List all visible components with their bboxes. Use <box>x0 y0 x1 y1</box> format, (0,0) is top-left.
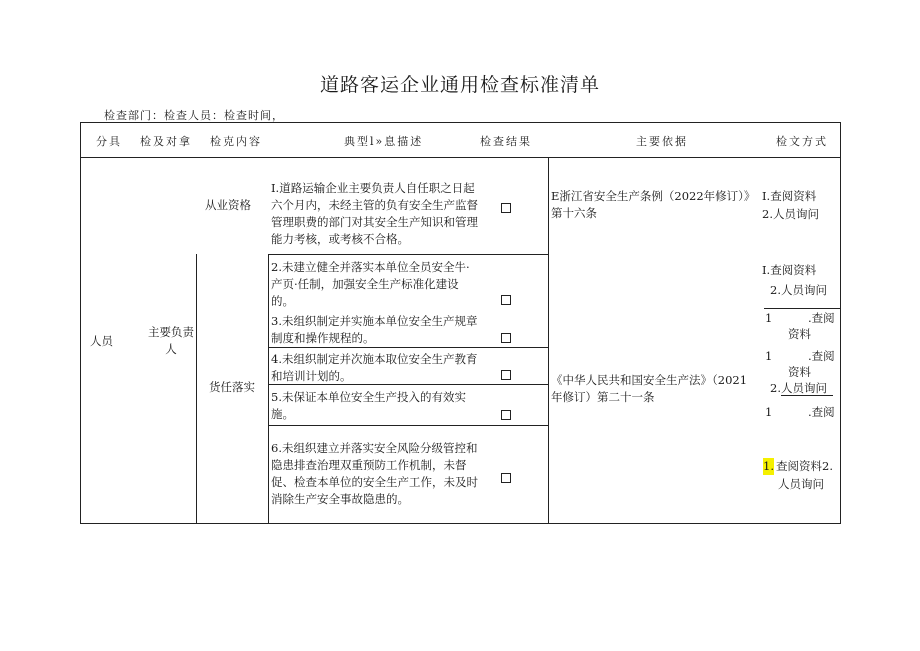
method-4-c: 2.人员询问 <box>770 381 827 395</box>
method-1-b: 2.人员询问 <box>762 207 819 221</box>
row-divider <box>268 254 548 255</box>
result-checkbox-4[interactable] <box>501 370 511 380</box>
method-4-a: .查阅 <box>808 349 835 363</box>
inspection-meta: 检查部门：检查人员：检查时间， <box>104 109 284 122</box>
header-method: 检文方式 <box>776 135 828 148</box>
description-4: 4.未组织制定并次施本取位安全生产教育和培训计划的。 <box>271 352 478 383</box>
method-4-b: 资料 <box>788 365 811 377</box>
method-3-b: 资料 <box>788 327 811 341</box>
result-checkbox-1[interactable] <box>501 203 511 213</box>
col-divider <box>196 254 197 524</box>
method-2-b: 2.人员询问 <box>770 283 827 297</box>
header-basis: 主要依据 <box>636 135 688 148</box>
basis-2: 《中华人民共和国安全生产法》（2021年修订）第二十一条 <box>551 373 748 404</box>
content-qualification: 从业资格 <box>205 198 251 212</box>
description-5: 5.未保证本单位安全生产投入的有效实施。 <box>271 390 466 421</box>
result-checkbox-2[interactable] <box>501 295 511 305</box>
method-6-a: 查阅资料2. <box>776 459 833 473</box>
method-5-b <box>788 420 814 426</box>
header-category: 分具 <box>96 135 122 148</box>
category-cell: 人员 <box>90 334 113 348</box>
method-divider <box>764 308 841 309</box>
result-checkbox-3[interactable] <box>501 333 511 343</box>
method-4-underline <box>781 395 833 396</box>
method-5-num: 1 <box>765 405 773 419</box>
description-3: 3.未组织制定并实施本单位安全生产规章制度和操作规程的。 <box>271 314 478 345</box>
col-divider <box>548 157 549 524</box>
row-divider <box>268 425 548 426</box>
description-6: 6.未组织建立并落实安全风险分级管控和隐患排查治理双重预防工作机制，未督促、检查本单位的安全生产工作，未及时消除生产安全事故隐患的。 <box>271 441 478 506</box>
header-description: 典型l»息描述 <box>344 135 424 148</box>
description-1: I.道路运输企业主要负责人自任职之日起六个月内，未经主管的负有安全生产监督管理职费的部门对其安全生产知识和管理能力考核，或考核不合格。 <box>271 181 478 246</box>
method-4-num: 1 <box>765 349 773 363</box>
header-result: 检查结果 <box>480 135 532 148</box>
content-duty: 货任落实 <box>209 380 255 394</box>
header-content: 检克内容 <box>210 135 262 148</box>
basis-1: E浙江省安全生产条例（2022年修订）》第十六条 <box>551 189 756 220</box>
result-checkbox-5[interactable] <box>501 410 511 420</box>
method-5-a: .查阅 <box>808 405 835 419</box>
method-6-b: 人员询问 <box>778 477 824 491</box>
row-divider <box>268 347 548 348</box>
method-1-a: I.查阅资料 <box>762 189 817 203</box>
col-divider <box>268 254 269 524</box>
method-2-a: I.查阅资料 <box>762 263 817 277</box>
header-divider <box>80 157 841 158</box>
header-object: 检及对拿 <box>140 135 192 148</box>
method-3-a: .查阅 <box>808 311 835 325</box>
page-title: 道路客运企业通用检查标准清单 <box>319 74 600 96</box>
object-cell: 主要负责人 <box>148 325 194 356</box>
method-6-num: 1. <box>763 459 774 473</box>
result-checkbox-6[interactable] <box>501 473 511 483</box>
method-3-num: 1 <box>765 311 773 325</box>
description-2: 2.未建立健全并落实本单位全员安全牛·产页·任制，加强安全生产标准化建设的。 <box>271 260 470 308</box>
